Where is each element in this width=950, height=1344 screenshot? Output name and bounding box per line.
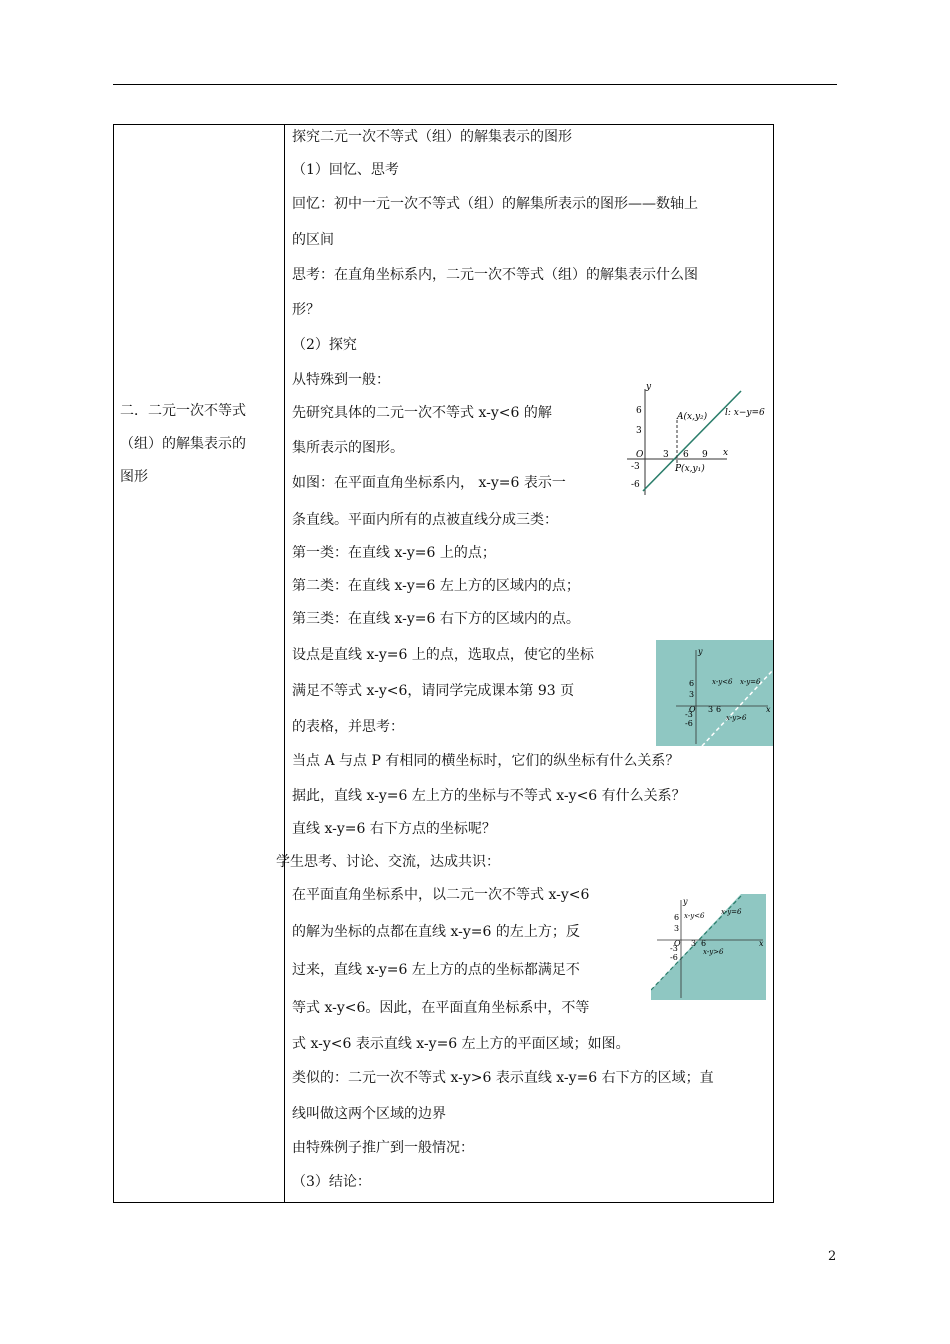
tick-label: 3 [674, 924, 680, 933]
section-title-line-3: 图形 [120, 469, 148, 485]
tick-label: -3 [685, 710, 693, 719]
tick-label: 3 [708, 705, 714, 714]
tick-label: 3 [689, 690, 695, 699]
text-line: 探究二元一次不等式（组）的解集表示的图形 [292, 129, 572, 145]
inequality-less-label: x-y<6 [712, 678, 733, 686]
text-line: 第三类：在直线 x-y=6 右下方的区域内的点。 [292, 611, 580, 627]
tick-label: 3 [691, 939, 697, 948]
text-line: （2）探究 [292, 337, 357, 353]
tick-label: 6 [683, 450, 689, 460]
text-line: 的表格，并思考： [292, 719, 404, 735]
tick-label: -6 [670, 953, 678, 962]
text-line: 条直线。平面内所有的点被直线分成三类： [292, 512, 558, 528]
line-graph-figure [617, 375, 772, 505]
tick-label: 6 [716, 705, 722, 714]
tick-label: 3 [663, 450, 669, 460]
text-line: 集所表示的图形。 [292, 440, 404, 456]
text-line: 当点 A 与点 P 有相同的横坐标时，它们的纵坐标有什么关系？ [292, 753, 680, 769]
text-line: 先研究具体的二元一次不等式 x-y<6 的解 [292, 405, 552, 421]
text-line: 形？ [292, 302, 320, 318]
tick-label: 6 [674, 913, 680, 922]
text-line: （3）结论： [292, 1174, 371, 1190]
text-line: 设点是直线 x-y=6 上的点，选取点，使它的坐标 [292, 647, 594, 663]
column-divider [284, 125, 285, 1202]
tick-label: 9 [702, 450, 708, 460]
text-line: 类似的：二元一次不等式 x-y>6 表示直线 x-y=6 右下方的区域；直 [292, 1070, 714, 1086]
tick-label: -3 [670, 944, 678, 953]
text-line: 由特殊例子推广到一般情况： [292, 1140, 474, 1156]
origin-label: O [689, 705, 696, 714]
text-line: 线叫做这两个区域的边界 [292, 1106, 446, 1122]
text-line: 在平面直角坐标系中，以二元一次不等式 x-y<6 [292, 887, 590, 903]
section-title-line-1: 二．二元一次不等式 [120, 403, 246, 419]
equation-label: x-y=6 [721, 908, 742, 916]
inequality-greater-label: x-y>6 [703, 948, 724, 956]
section-title-cell [120, 395, 278, 494]
inequality-greater-label: x-y>6 [726, 714, 747, 722]
text-line: 第二类：在直线 x-y=6 左上方的区域内的点； [292, 578, 580, 594]
line-equation-label: l: x−y=6 [725, 408, 765, 418]
text-line: 思考：在直角坐标系内，二元一次不等式（组）的解集表示什么图 [292, 267, 698, 283]
text-line: 的解为坐标的点都在直线 x-y=6 的左上方；反 [292, 924, 580, 940]
y-axis-label: y [683, 897, 688, 906]
equation-label: x-y=6 [740, 678, 761, 686]
figure-background [617, 375, 772, 505]
text-line: 过来，直线 x-y=6 左上方的点的坐标都满足不 [292, 962, 580, 978]
text-line: 的区间 [292, 232, 334, 248]
text-line: 如图：在平面直角坐标系内， x-y=6 表示一 [292, 475, 566, 491]
tick-label: -6 [685, 719, 693, 728]
point-a-label: A(x,y₂) [677, 412, 708, 422]
text-line: 直线 x-y=6 右下方点的坐标呢？ [292, 821, 496, 837]
text-line: 满足不等式 x-y<6，请同学完成课本第 93 页 [292, 683, 575, 699]
region-figure-1 [656, 640, 773, 746]
y-axis-label: y [698, 647, 703, 656]
text-line: 学生思考、讨论、交流，达成共识： [276, 854, 500, 870]
x-axis-label: x [723, 448, 729, 458]
header-rule [113, 84, 837, 85]
tick-label: -3 [631, 462, 640, 472]
tick-label: 6 [689, 679, 695, 688]
text-line: （1）回忆、思考 [292, 162, 399, 178]
x-axis-label: x [766, 705, 771, 714]
text-line: 回忆：初中一元一次不等式（组）的解集所表示的图形——数轴上 [292, 196, 698, 212]
tick-label: 3 [636, 426, 642, 436]
page-number: 2 [828, 1249, 837, 1264]
y-axis-label: y [646, 382, 652, 392]
text-line: 据此，直线 x-y=6 左上方的坐标与不等式 x-y<6 有什么关系？ [292, 788, 686, 804]
inequality-less-label: x-y<6 [684, 912, 705, 920]
text-line: 第一类：在直线 x-y=6 上的点； [292, 545, 496, 561]
region-figure-2 [651, 894, 766, 1000]
tick-label: 6 [636, 406, 642, 416]
text-line: 等式 x-y<6。因此，在平面直角坐标系中，不等 [292, 1000, 590, 1016]
x-axis-label: x [759, 939, 764, 948]
point-p-label: P(x,y₁) [675, 464, 705, 474]
section-title-line-2: （组）的解集表示的 [120, 436, 246, 452]
origin-label: O [674, 939, 681, 948]
origin-label: O [636, 450, 644, 460]
tick-label: -6 [631, 480, 640, 490]
tick-label: 6 [701, 939, 707, 948]
text-line: 式 x-y<6 表示直线 x-y=6 左上方的平面区域；如图。 [292, 1036, 630, 1052]
text-line: 从特殊到一般： [292, 372, 390, 388]
